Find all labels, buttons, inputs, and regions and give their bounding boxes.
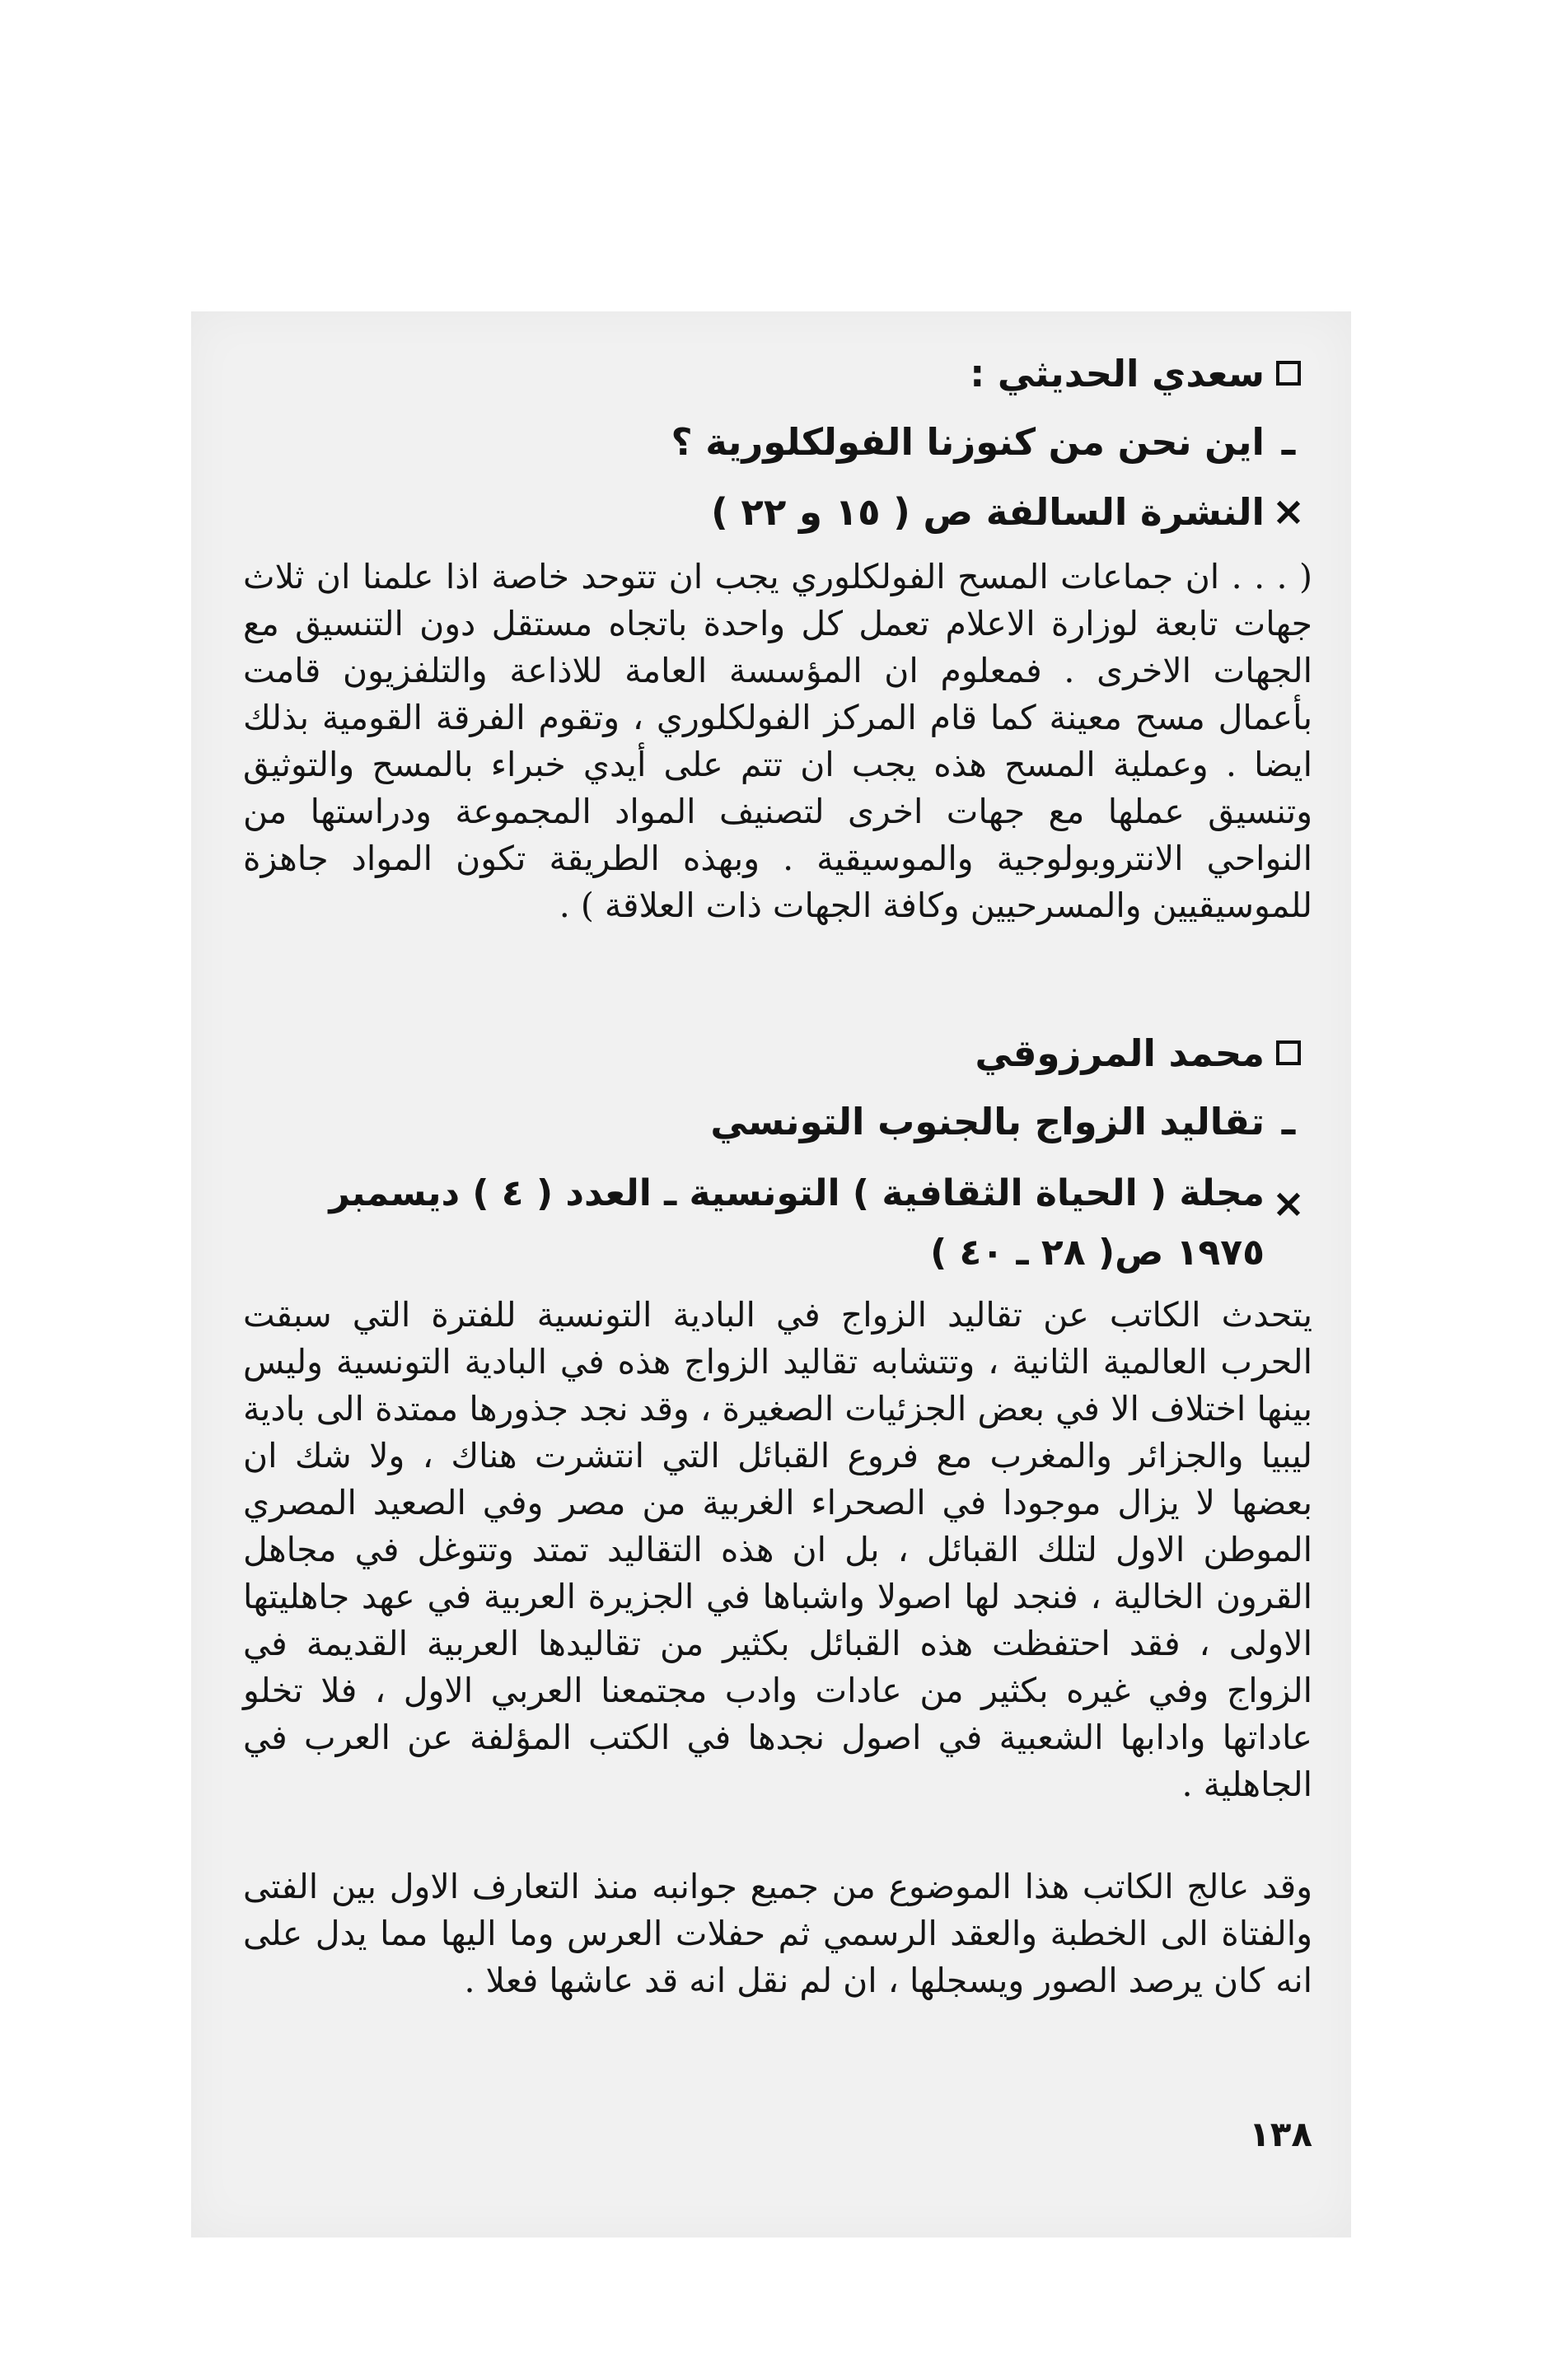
cross-bullet: × <box>1271 489 1306 535</box>
entry-1-source: النشرة السالفة ص ( ١٥ و ٢٢ ) <box>711 489 1265 534</box>
entry-2-author-line <box>243 1017 1312 1088</box>
dash-bullet: ـ <box>1281 418 1296 465</box>
square-bullet-icon <box>1265 1040 1312 1065</box>
entry-1-title: اين نحن من كنوزنا الفولكلورية ؟ <box>671 419 1265 464</box>
entry-1-title-line <box>243 406 1312 477</box>
cross-bullet: × <box>1271 1181 1306 1227</box>
dash-bullet: ـ <box>1281 1098 1296 1144</box>
entry-1-author-line <box>243 338 1312 409</box>
square-bullet-icon <box>1265 361 1312 386</box>
entry-2-source: مجلة ( الحياة الثقافية ) التونسية ـ العدد ( ٤ ) ديسمبر ١٩٧٥ ص( ٢٨ ـ ٤٠ ) <box>329 1172 1265 1274</box>
entry-2-summary-continuation: وقد عالج الكاتب هذا الموضوع من جميع جوانبه منذ التعارف الاول بين الفتى والفتاة الى الخطبة والعقد الرسمي ثم حفلات العرس وما اليها مما يدل على انه كان يرصد الصور ويسجلها ، ان لم نقل انه قد عاشها فعلا . <box>243 1867 1312 2000</box>
entry-1-source-line <box>243 476 1312 547</box>
entry-2-summary: يتحدث الكاتب عن تقاليد الزواج في البادية التونسية للفترة التي سبقت الحرب العالمية الثانية ، وتتشابه تقاليد الزواج هذه في البادية التونسية وليس بينها اختلاف الا في بعض الجزئيات الصغيرة ، وقد نجد جذورها ممتدة الى بادية ليبيا والجزائر والمغرب مع فروع القبائل التي انتشرت هناك ، ولا شك ان بعضها لا يزال موجودا في الصحراء الغربية من مصر وفي الصعيد المصري الموطن الاول لتلك القبائل ، بل ان هذه التقاليد تمتد وتتوغل في مجاهل القرون الخالية ، فنجد لها اصولا واشباها في الجزيرة العربية في عهد جاهليتها الاولى ، فقد احتفظت هذه القبائل بكثير من تقاليدها العربية القديمة في الزواج وفي غيره بكثير من عادات وادب مجتمعنا العربي الاول ، فلا تخلو عاداتها وادابها الشعبية في اصول نجدها في الكتب المؤلفة عن العرب في الجاهلية . <box>243 1295 1312 1804</box>
entry-2-title: تقاليد الزواج بالجنوب التونسي <box>710 1099 1265 1143</box>
entry-1-author: سعدي الحديثي : <box>970 351 1265 395</box>
page-number: ١٣٨ <box>1249 2114 1312 2154</box>
entry-2-title-line <box>243 1086 1312 1157</box>
entry-2-source-line <box>243 1164 1312 1288</box>
entry-2-author: محمد المرزوقي <box>975 1031 1265 1075</box>
entry-1-summary: ( . . . ان جماعات المسح الفولكلوري يجب ان تتوحد خاصة اذا علمنا ان ثلاث جهات تابعة لوزارة الاعلام تعمل كل واحدة باتجاه مستقل دون التنسيق مع الجهات الاخرى . فمعلوم ان المؤسسة العامة للاذاعة والتلفزيون قامت بأعمال مسح معينة كما قام المركز الفولكلوري ، وتقوم الفرقة القومية بذلك ايضا . وعملية المسح هذه يجب ان تتم على أيدي خبراء بالمسح والتوثيق وتنسيق عملها مع جهات اخرى لتصنيف المواد المجموعة ودراستها من النواحي الانتروبولوجية والموسيقية . وبهذه الطريقة تكون المواد جاهزة للموسيقيين والمسرحيين وكافة الجهات ذات العلاقة ) . <box>243 557 1312 925</box>
